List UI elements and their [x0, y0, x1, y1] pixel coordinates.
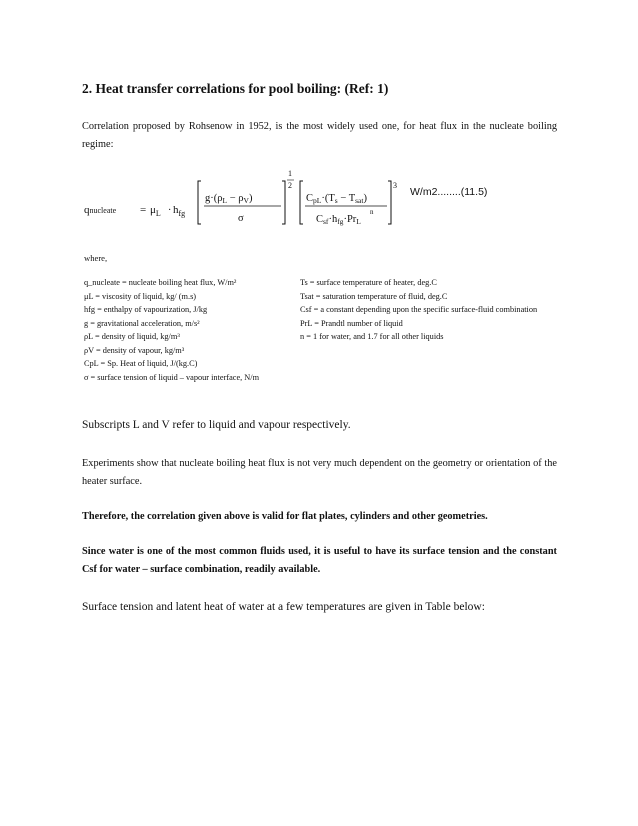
- svg-text:qnucleate: qnucleate: [84, 204, 117, 216]
- intro-paragraph: Correlation proposed by Rohsenow in 1952, is the most widely used one, for heat flux in the nucleate boiling regime:: [82, 121, 557, 150]
- svg-text:μL: $\mu_L$: [150, 204, 161, 218]
- definition-item: σ = surface tension of liquid – vapour interface, N/m: [84, 372, 260, 382]
- eq-q: q: [84, 204, 90, 216]
- definition-item: Ts = surface temperature of heater, deg.C: [300, 278, 437, 287]
- definitions-right: [300, 276, 537, 344]
- svg-text:n: n: [370, 208, 374, 216]
- equation-units: W/m2........(11.5): [410, 186, 488, 198]
- svg-text:σ: σ: [238, 213, 244, 224]
- svg-text:3: 3: [393, 181, 397, 190]
- definition-item: hfg = enthalpy of vapourization, J/kg: [84, 305, 208, 314]
- section-heading: 2. Heat transfer correlations for pool boiling: (Ref: 1): [82, 81, 389, 96]
- definition-item: n = 1 for water, and 1.7 for all other liquids: [300, 332, 444, 341]
- svg-text:hfg: $h_{fg}$: [173, 204, 186, 218]
- experiments-paragraph: Experiments show that nucleate boiling heat flux is not very much dependent on the geometry or orientation of the heater surface.: [82, 458, 557, 487]
- rohsenow-equation: [84, 162, 554, 244]
- svg-text:2: 2: [288, 181, 292, 190]
- definition-item: CpL = Sp. Heat of liquid, J/(kg.C): [84, 359, 198, 368]
- table-intro: Surface tension and latent heat of water at a few temperatures are given in Table below:: [82, 601, 485, 613]
- therefore-paragraph: Therefore, the correlation given above is valid for flat plates, cylinders and other geometries.: [82, 511, 488, 522]
- definition-item: Csf = a constant depending upon the specific surface-fluid combination: [300, 305, 538, 314]
- svg-text:·: ·: [168, 205, 172, 216]
- definitions-left: [84, 276, 259, 384]
- subscripts-note: Subscripts L and V refer to liquid and vapour respectively.: [82, 419, 351, 431]
- definition-item: g = gravitational acceleration, m/s²: [84, 318, 200, 328]
- where-label: where,: [84, 253, 108, 263]
- svg-text:Csf·hfg·PrL: Csf·hfg·PrL: [316, 214, 361, 226]
- water-paragraph: Since water is one of the most common fluids used, it is useful to have its surface tension and the constant Csf for water – surface combination, readily available.: [82, 546, 557, 575]
- definition-item: Tsat = saturation temperature of fluid, deg.C: [300, 291, 448, 301]
- svg-text:g·(ρL − ρV): g·(ρL − ρV): [205, 193, 253, 205]
- definition-item: q_nucleate = nucleate boiling heat flux, W/m²: [84, 278, 237, 287]
- definition-item: μL = viscosity of liquid, kg/ (m.s): [84, 291, 197, 301]
- svg-text:=: =: [140, 204, 147, 216]
- svg-text:CpL·(Ts − Tsat): CpL·(Ts − Tsat): [306, 193, 367, 205]
- definition-item: PrL = Prandtl number of liquid: [300, 318, 403, 328]
- svg-text:1: 1: [288, 169, 292, 178]
- definition-item: ρL = density of liquid, kg/m³: [84, 332, 180, 341]
- definition-item: ρV = density of vapour, kg/m³: [84, 345, 185, 355]
